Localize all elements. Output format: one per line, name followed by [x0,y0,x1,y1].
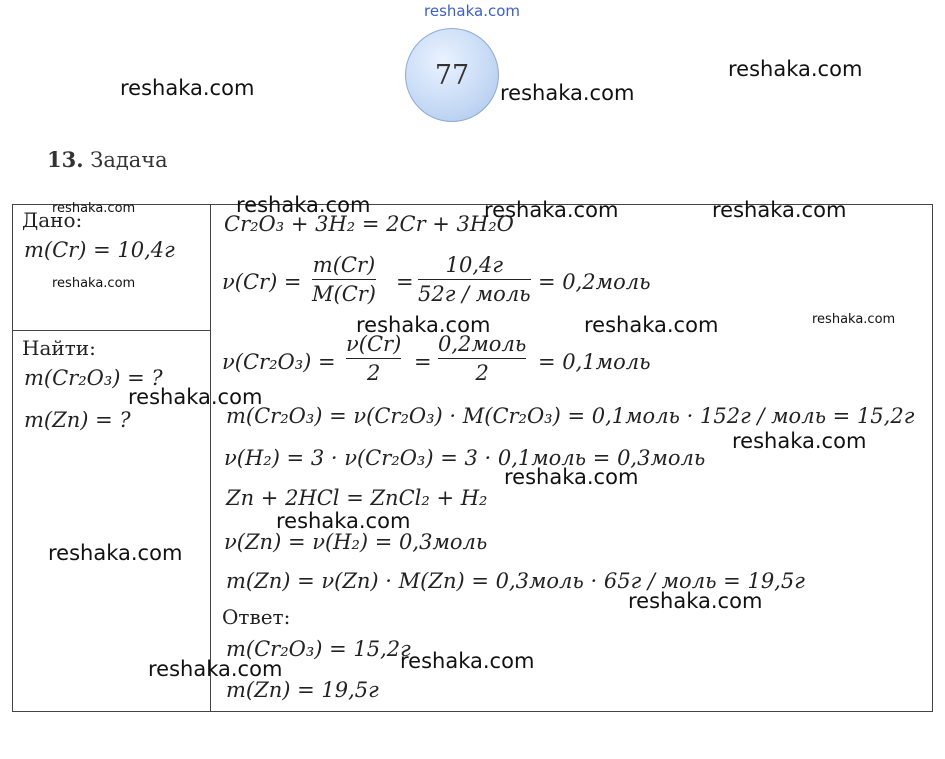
problem-title [47,147,168,172]
watermark: reshaka.com [728,57,863,81]
watermark: reshaka.com [356,313,491,337]
answer-mass-zn: m(Zn) = 19,5г [226,678,379,702]
n-cr2o3-fraction-1 [346,332,401,385]
n-cr-lhs: ν(Cr) = [222,270,302,294]
find-header: Найти: [22,336,96,360]
watermark: reshaka.com [812,312,896,327]
table-divider-horizontal [12,330,211,331]
n-cr-equals: = [396,270,414,294]
n-cr2o3-equals: = [414,350,432,374]
problem-number: 13. [47,147,84,172]
watermark: reshaka.com [628,589,763,613]
n-zn-calc: ν(Zn) = ν(H₂) = 0,3моль [224,530,488,554]
watermark: reshaka.com [712,198,847,222]
given-header: Дано: [22,208,83,232]
problem-label: Задача [90,148,168,172]
answer-mass-cr2o3: m(Cr₂O₃) = 15,2г [226,637,411,661]
n-cr2o3-num1: ν(Cr) [346,332,402,356]
n-cr2o3-fraction-2 [438,332,526,385]
watermark: reshaka.com [732,429,867,453]
n-cr-result: = 0,2моль [538,270,651,294]
given-mass-cr: m(Cr) = 10,4г [24,238,175,262]
n-cr-den1: M(Cr) [312,282,376,306]
table-divider-vertical [210,204,211,712]
top-watermark: reshaka.com [424,2,520,20]
watermark: reshaka.com [276,509,411,533]
n-cr-den2: 52г / моль [418,282,531,306]
watermark: reshaka.com [48,541,183,565]
watermark: reshaka.com [484,198,619,222]
page-number-badge: 77 [405,28,499,122]
watermark: reshaka.com [236,193,371,217]
reaction-1: Cr₂O₃ + 3H₂ = 2Cr + 3H₂O [224,212,514,236]
mass-zn-calc: m(Zn) = ν(Zn) · M(Zn) = 0,3моль · 65г / моль = 19,5г [226,569,805,593]
watermark: reshaka.com [52,276,136,291]
n-h2-calc: ν(H₂) = 3 · ν(Cr₂O₃) = 3 · 0,1моль = 0,3моль [224,446,706,470]
watermark: reshaka.com [584,313,719,337]
watermark: reshaka.com [120,76,255,100]
mass-cr2o3-calc: m(Cr₂O₃) = ν(Cr₂O₃) · M(Cr₂O₃) = 0,1моль · 152г / моль = 15,2г [226,404,915,428]
reaction-2: Zn + 2HCl = ZnCl₂ + H₂ [226,486,488,510]
n-cr-fraction-1 [312,253,376,306]
n-cr2o3-den1: 2 [366,361,381,385]
n-cr2o3-result: = 0,1моль [538,350,651,374]
answer-label: Ответ: [222,605,291,629]
watermark: reshaka.com [504,465,639,489]
n-cr2o3-num2: 0,2моль [438,332,527,356]
n-cr-num2: 10,4г [445,253,503,277]
find-mass-cr2o3: m(Cr₂O₃) = ? [24,366,163,390]
watermark: reshaka.com [128,385,263,409]
watermark: reshaka.com [148,657,283,681]
n-cr2o3-den2: 2 [475,361,489,385]
n-cr-fraction-2 [418,253,531,306]
n-cr-num1: m(Cr) [312,253,376,277]
watermark: reshaka.com [52,201,136,216]
find-mass-zn: m(Zn) = ? [24,408,131,432]
watermark: reshaka.com [400,649,535,673]
watermark: reshaka.com [500,81,635,105]
n-cr2o3-lhs: ν(Cr₂O₃) = [222,350,336,374]
